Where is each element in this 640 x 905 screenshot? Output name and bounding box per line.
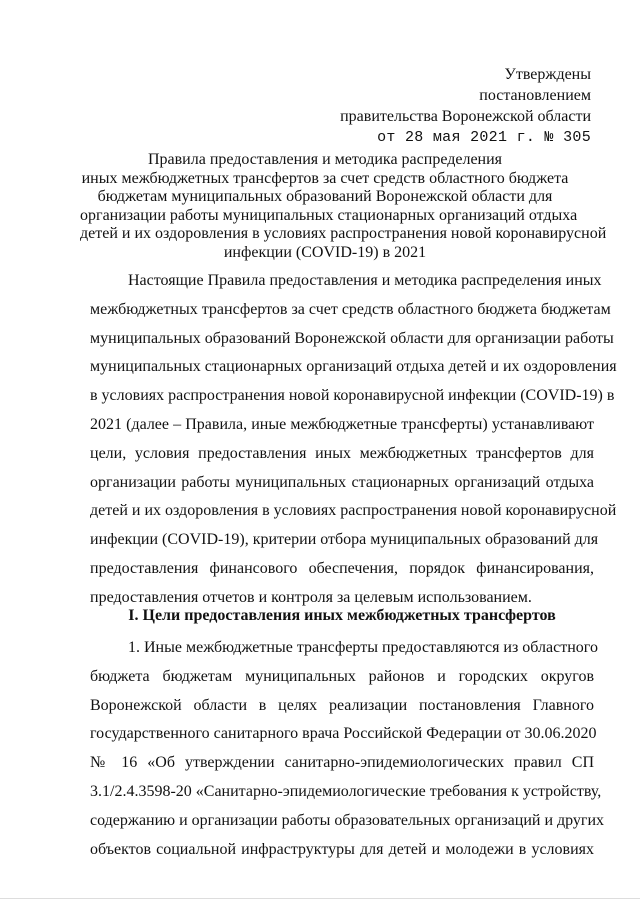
title-line: организации работы муниципальных стационарных организаций отдыха <box>80 206 578 224</box>
section1-paragraph <box>90 634 605 864</box>
intro-paragraph <box>90 267 617 613</box>
paragraph-line: содержанию и организации работы образовательных организаций и других <box>90 811 605 829</box>
approval-line: правительства Воронежской области <box>340 108 591 125</box>
paragraph-line: детей и их оздоровления в условиях распространения новой коронавирусной <box>90 502 617 520</box>
approval-line: Утверждены <box>504 66 591 83</box>
paragraph-line: межбюджетных трансфертов за счет средств областного бюджета бюджетам <box>90 300 611 318</box>
paragraph-line: цели, условия предоставления иных межбюджетных трансфертов для <box>90 444 594 462</box>
paragraph-line: муниципальных стационарных организаций отдыха детей и их оздоровления <box>90 358 617 376</box>
title-line: иных межбюджетных трансфертов за счет средств областного бюджета <box>81 169 569 187</box>
paragraph-line: предоставления финансового обеспечения, порядок финансирования, <box>90 559 594 577</box>
title-line: инфекции (COVID-19) в 2021 <box>223 243 427 261</box>
paragraph-line: бюджета бюджетам муниципальных районов и городских округов <box>90 667 594 685</box>
section-heading: I. Цели предоставления иных межбюджетных трансфертов <box>128 607 556 624</box>
title-line: детей и их оздоровления в условиях распространения новой коронавирусной <box>80 225 607 242</box>
paragraph-line: Настоящие Правила предоставления и методика распределения иных <box>128 272 602 289</box>
approval-line: постановлением <box>479 87 591 104</box>
paragraph-line: муниципальных образований Воронежской области для организации работы <box>90 329 614 347</box>
paragraph-line: Воронежской области в целях реализации постановления Главного <box>90 696 594 714</box>
paragraph-line: в условиях распространения новой коронавирусной инфекции (COVID-19) в <box>90 387 615 405</box>
approval-date-number: от 28 мая 2021 г. № 305 <box>377 129 591 146</box>
approval-stamp <box>340 64 591 148</box>
page-bottom-edge <box>0 898 640 899</box>
paragraph-line: предоставления отчетов и контроля за целевым использованием. <box>90 588 532 606</box>
paragraph-line: 2021 (далее – Правила, иные межбюджетные трансферты) устанавливают <box>90 415 594 433</box>
title-line: Правила предоставления и методика распределения <box>147 151 503 168</box>
paragraph-line: 3.1/2.4.3598-20 «Санитарно-эпидемиологические требования к устройству, <box>90 782 602 800</box>
paragraph-line: государственного санитарного врача Российской Федерации от 30.06.2020 <box>90 725 597 743</box>
paragraph-line: 1. Иные межбюджетные трансферты предоставляются из областного <box>128 639 598 656</box>
paragraph-line: инфекции (COVID-19), критерии отбора муниципальных образований для <box>90 531 599 549</box>
paragraph-line: объектов социальной инфраструктуры для детей и молодежи в условиях <box>90 840 594 858</box>
document-title <box>80 151 607 262</box>
paragraph-line: № 16 «Об утверждении санитарно-эпидемиологических правил СП <box>90 754 594 772</box>
paragraph-line: организации работы муниципальных стационарных организаций отдыха <box>90 473 594 491</box>
title-line: бюджетам муниципальных образований Воронежской области для <box>97 188 553 205</box>
